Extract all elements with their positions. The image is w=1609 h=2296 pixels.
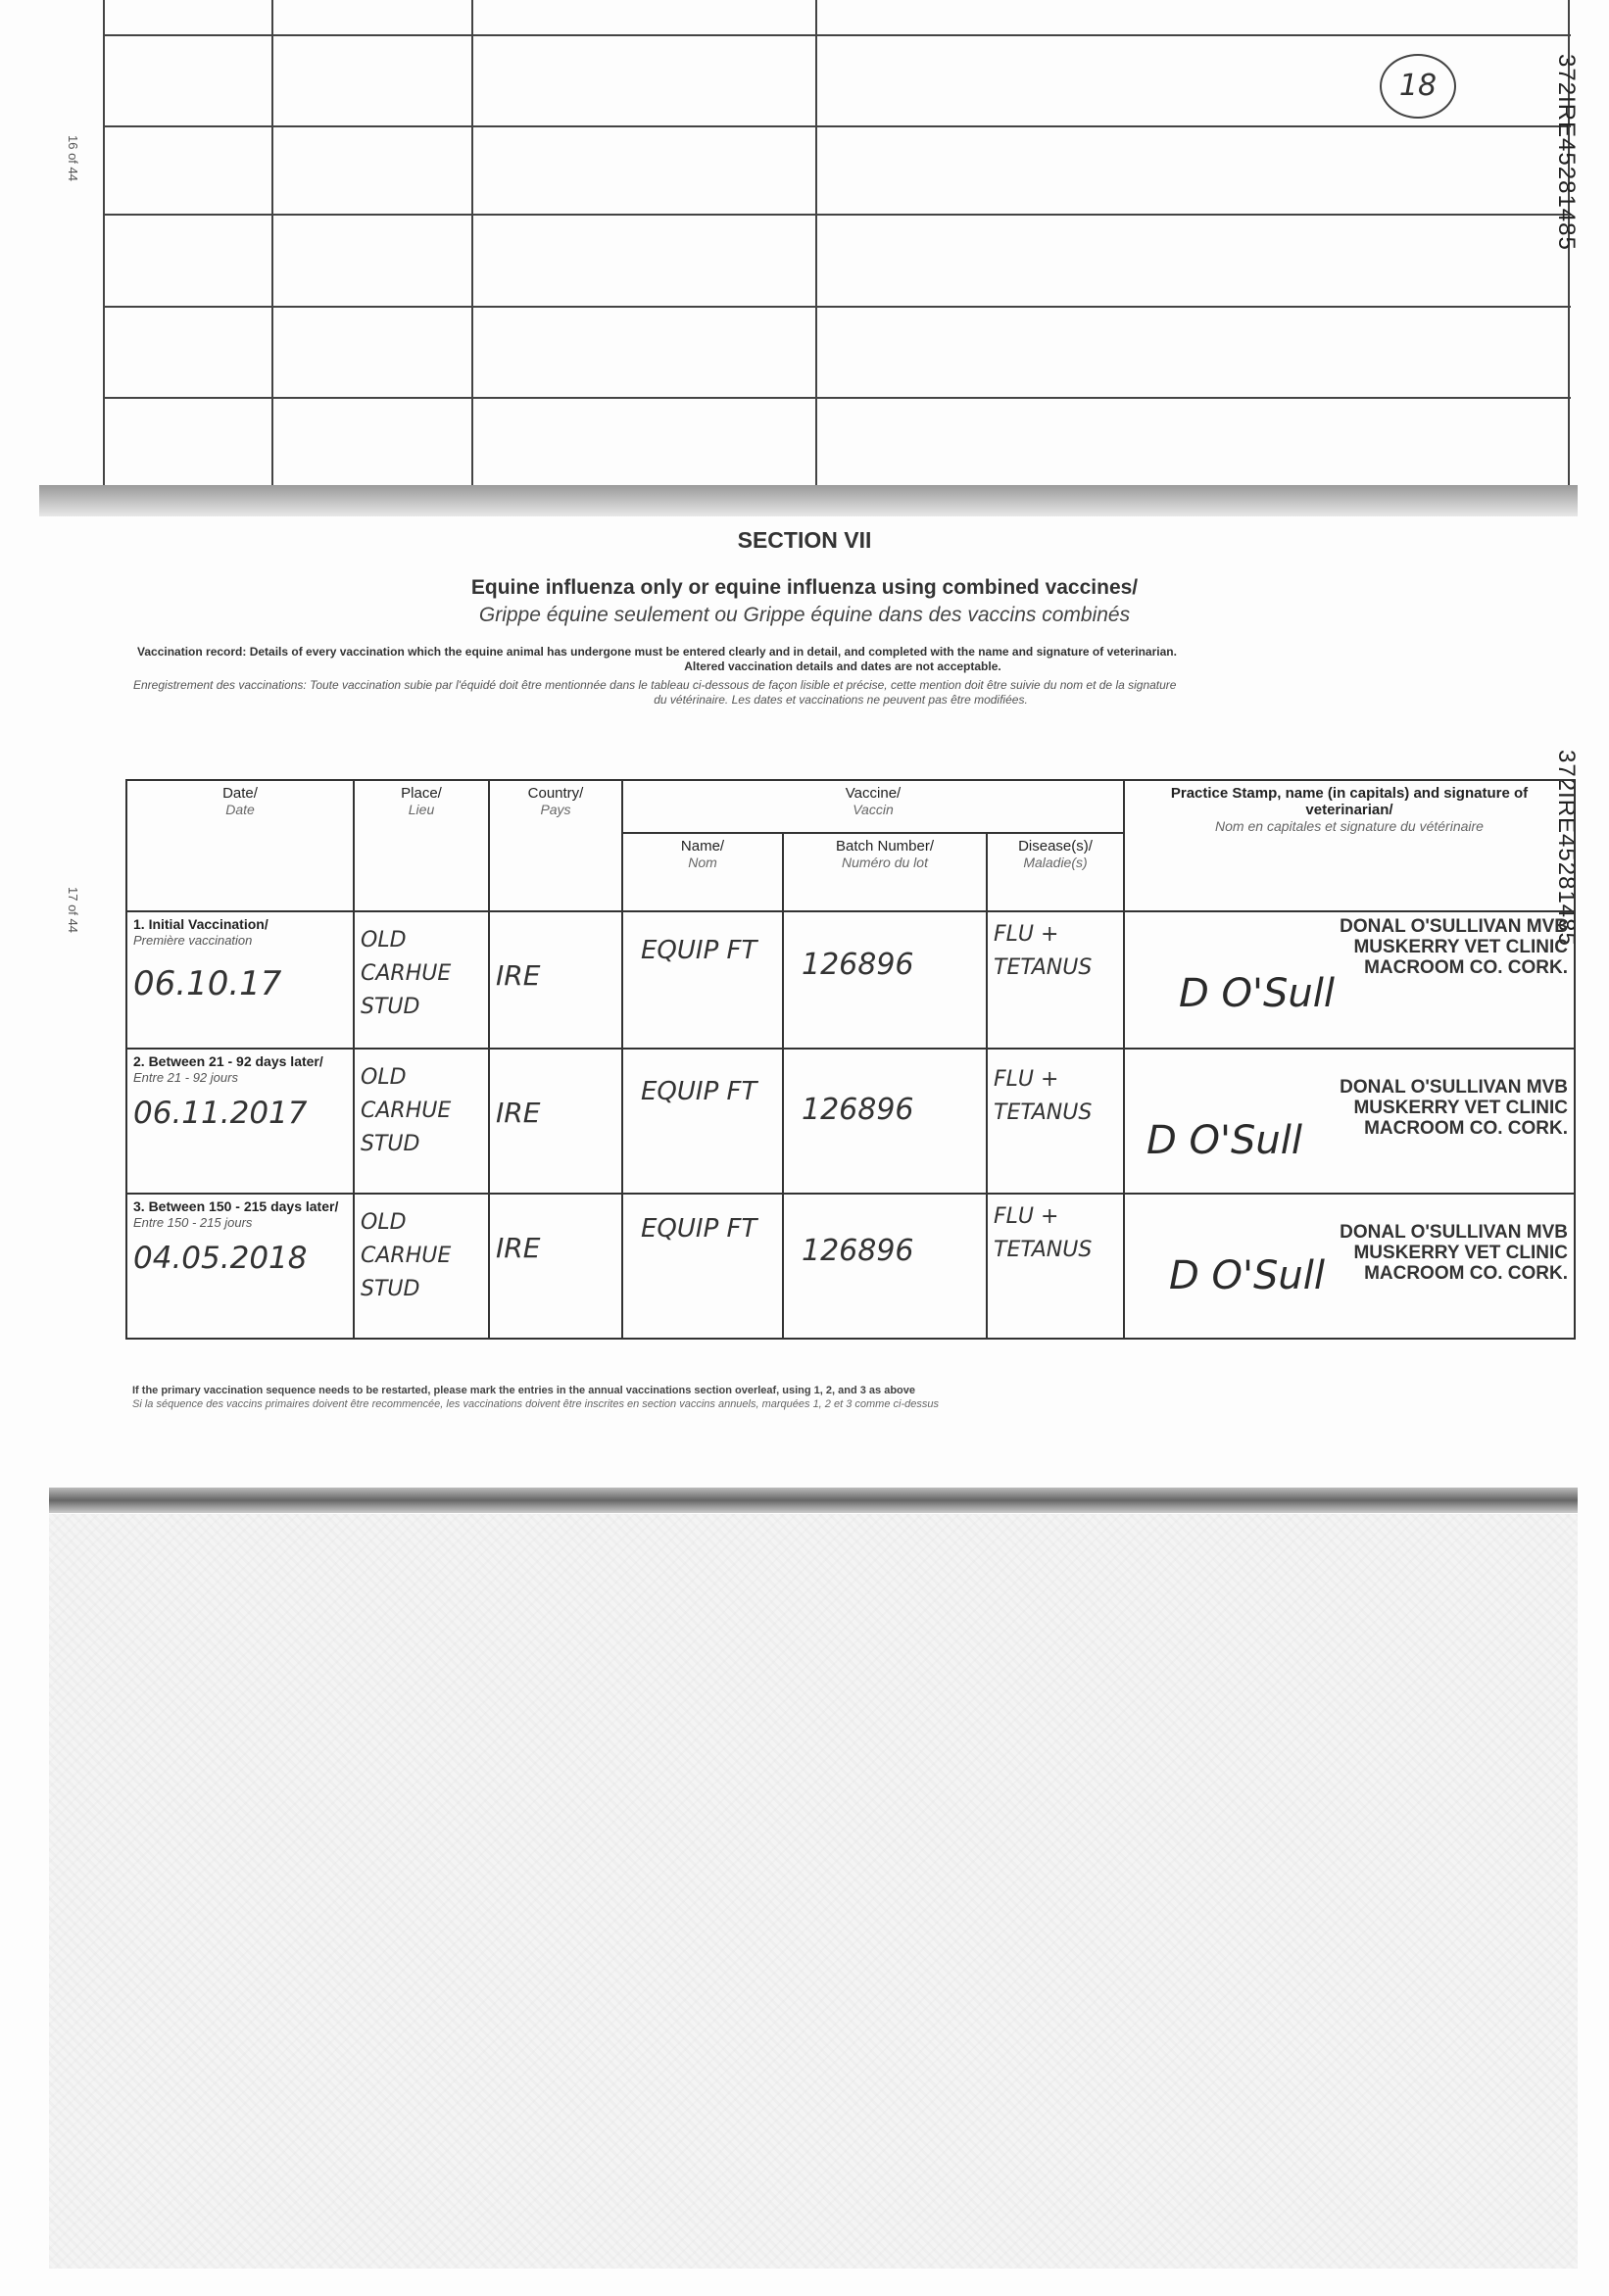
doc-id-top: 372IRE45281485 [1553, 54, 1580, 251]
header-disease: Disease(s)/ Maladie(s) [987, 833, 1124, 911]
stamp-address: MACROOM CO. CORK. [1364, 957, 1568, 978]
date-value: 06.10.17 [133, 964, 282, 1003]
row-date-cell [126, 911, 354, 1049]
vaccine-name-value: EQUIP FT [622, 1049, 783, 1194]
header-country: Country/ Pays [489, 780, 622, 911]
instructions-fr [133, 678, 1548, 708]
row-label: 3. Between 150 - 215 days later/ [133, 1198, 339, 1214]
instructions-fr-line2: du vétérinaire. Les dates et vaccinations ne peuvent pas être modifiées. [654, 693, 1028, 707]
header-vaccine: Vaccine/ Vaccin [622, 780, 1124, 833]
instructions-en-line1: Vaccination record: Details of every vaccination which the equine animal has undergone must be entered clearly and in detail, and completed with the name and signature of veterinarian. [137, 645, 1177, 659]
row-line [103, 125, 1571, 127]
row-date-cell [126, 1194, 354, 1339]
vaccine-name-value: EQUIP FT [622, 1194, 783, 1339]
stamp-clinic: MUSKERRY VET CLINIC [1353, 1098, 1568, 1118]
row-date-cell [126, 1049, 354, 1194]
date-value: 04.05.2018 [133, 1241, 308, 1276]
practice-stamp-cell [1124, 1049, 1575, 1194]
disease-value: FLU + TETANUS [987, 911, 1124, 1049]
page-prev-label: 16 of 44 [66, 135, 80, 181]
date-value: 06.11.2017 [133, 1096, 308, 1131]
practice-stamp-cell [1124, 911, 1575, 1049]
page-bottom-edge [49, 1488, 1578, 1513]
blank-scan-area [49, 1514, 1578, 2269]
instructions-en [137, 645, 1548, 674]
header-batch: Batch Number/ Numéro du lot [783, 833, 987, 911]
header-practice: Practice Stamp, name (in capitals) and signature of veterinarian/ Nom en capitales et signature du vétérinaire [1124, 780, 1575, 911]
footnote-fr: Si la séquence des vaccins primaires doivent être recommencée, les vaccinations doivent être inscrites en section vaccins annuels, marquées 1, 2 et 3 comme ci-dessus [132, 1398, 939, 1410]
circled-number-text: 18 [1398, 69, 1438, 103]
stamp-vet-name: DONAL O'SULLIVAN MVB [1340, 1222, 1568, 1243]
row-label-fr: Première vaccination [133, 933, 253, 948]
header-place: Place/ Lieu [354, 780, 489, 911]
instructions-fr-line1: Enregistrement des vaccinations: Toute vaccination subie par l'équidé doit être mentionnée dans le tableau ci-dessous de façon lisible et précise, cette mention doit être suivie du nom et de la signature [133, 678, 1177, 692]
col-line [271, 0, 273, 490]
place-value: OLD CARHUE STUD [354, 1049, 489, 1194]
disease-value: FLU + TETANUS [987, 1049, 1124, 1194]
doc-id-mid: 372IRE45281485 [1553, 750, 1580, 947]
disease-value: FLU + TETANUS [987, 1194, 1124, 1339]
vaccination-table [125, 779, 1576, 1340]
stamp-vet-name: DONAL O'SULLIVAN MVB [1340, 1077, 1568, 1098]
col-line [815, 0, 817, 490]
page-fold-shadow [39, 485, 1578, 516]
table-row [126, 911, 1575, 1049]
section-heading-fr: Grippe équine seulement ou Grippe équine dans des vaccins combinés [478, 604, 1131, 626]
col-line [471, 0, 473, 490]
row-label-fr: Entre 150 - 215 jours [133, 1215, 253, 1230]
instructions-en-line2: Altered vaccination details and dates are not acceptable. [684, 659, 1001, 673]
table-row [126, 1049, 1575, 1194]
table-row [126, 1194, 1575, 1339]
stamp-clinic: MUSKERRY VET CLINIC [1353, 937, 1568, 957]
section-title: SECTION VII [737, 527, 872, 553]
section-heading-en: Equine influenza only or equine influenza using combined vaccines/ [470, 576, 1139, 599]
stamp-address: MACROOM CO. CORK. [1364, 1118, 1568, 1139]
row-line [103, 214, 1571, 216]
header-vaccine-name: Name/ Nom [622, 833, 783, 911]
header-date: Date/ Date [126, 780, 354, 911]
row-label: 1. Initial Vaccination/ [133, 916, 268, 932]
row-label-fr: Entre 21 - 92 jours [133, 1070, 238, 1085]
practice-stamp-cell [1124, 1194, 1575, 1339]
vet-signature: D O'Sull [1146, 1118, 1302, 1163]
stamp-address: MACROOM CO. CORK. [1364, 1263, 1568, 1284]
practice-stamp [1131, 916, 1568, 978]
row-line [103, 306, 1571, 308]
col-line [103, 0, 105, 490]
footnote-en: If the primary vaccination sequence needs to be restarted, please mark the entries in the annual vaccinations section overleaf, using 1, 2, and 3 as above [132, 1385, 916, 1396]
vet-signature: D O'Sull [1179, 971, 1335, 1016]
place-value: OLD CARHUE STUD [354, 1194, 489, 1339]
row-label: 2. Between 21 - 92 days later/ [133, 1053, 323, 1069]
country-value: IRE [489, 1194, 622, 1339]
vaccine-name-value: EQUIP FT [622, 911, 783, 1049]
row-line [103, 34, 1571, 36]
country-value: IRE [489, 1049, 622, 1194]
place-value: OLD CARHUE STUD [354, 911, 489, 1049]
country-value: IRE [489, 911, 622, 1049]
stamp-clinic: MUSKERRY VET CLINIC [1353, 1243, 1568, 1263]
vet-signature: D O'Sull [1169, 1253, 1325, 1298]
page-current-label: 17 of 44 [66, 887, 80, 933]
batch-value: 126896 [783, 911, 987, 1049]
batch-value: 126896 [783, 1194, 987, 1339]
batch-value: 126896 [783, 1049, 987, 1194]
previous-page-table [103, 0, 1571, 490]
stamp-vet-name: DONAL O'SULLIVAN MVB [1340, 916, 1568, 937]
circled-page-number [1380, 54, 1456, 119]
row-line [103, 397, 1571, 399]
